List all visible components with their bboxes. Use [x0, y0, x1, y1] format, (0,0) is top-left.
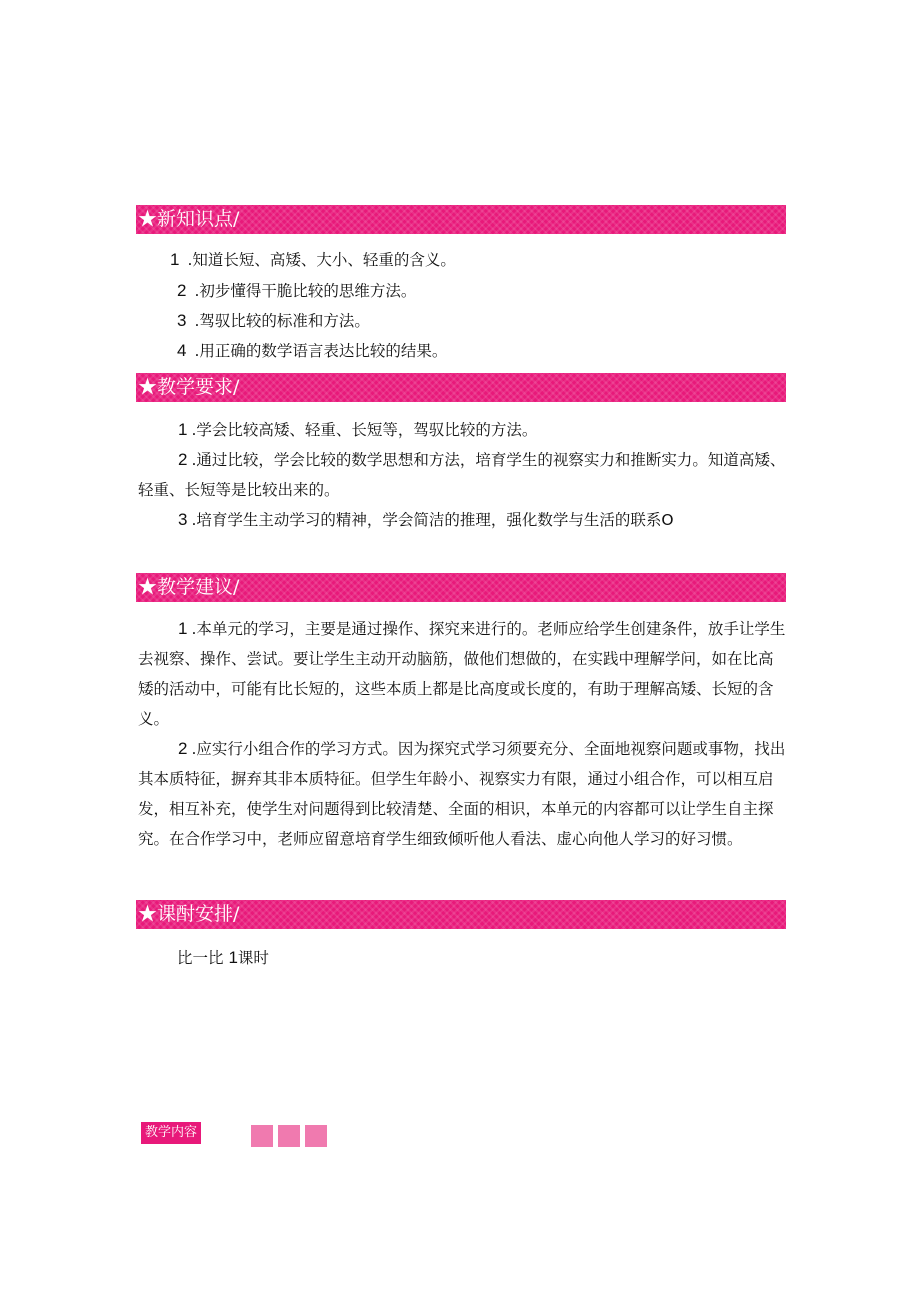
item-text: .用正确的数学语言表达比较的结果。	[194, 342, 448, 360]
item-number: 3	[177, 311, 187, 330]
list-item	[138, 445, 786, 505]
item-text: .应实行小组合作的学习方式。因为探究式学习须要充分、全面地视察问题或事物，找出其本质特征，摒弃其非本质特征。但学生年龄小、视察实力有限，通过小组合作，可以相互启发，相互补充，使学生对问题得到比较清楚、全面的相识，本单元的内容都可以让学生自主探究。在合作学习中，老师应留意培育学生细致倾听他人看法、虚心向他人学习的好习惯。	[138, 740, 786, 848]
section-header-suggestions: ★教学建议/	[136, 573, 786, 602]
schedule-number: 1	[228, 948, 238, 967]
section-header-schedule: ★课酎安排/	[136, 900, 786, 929]
list-item	[177, 306, 370, 336]
section-header-requirements: ★教学要求/	[136, 373, 786, 402]
list-item	[138, 505, 786, 535]
item-number: 2	[177, 281, 187, 300]
item-text: .通过比较，学会比较的数学思想和方法，培育学生的视察实力和推断实力。知道高矮、轻重、长短等是比较出来的。	[138, 451, 786, 499]
list-item	[177, 276, 416, 306]
requirements-body	[138, 415, 786, 535]
item-number: 2	[178, 739, 188, 758]
list-item	[138, 734, 786, 854]
schedule-suffix: 课时	[237, 949, 269, 967]
list-item	[177, 336, 447, 366]
schedule-line	[177, 943, 269, 973]
item-text: .知道长短、高矮、大小、轻重的含义。	[187, 251, 456, 269]
section-header-new-knowledge: ★新知识点/	[136, 205, 786, 234]
item-number: 4	[177, 341, 187, 360]
suggestions-body	[138, 614, 786, 854]
item-text: .培育学生主动学习的精神，学会简洁的推理，强化数学与生活的联系O	[191, 511, 674, 529]
list-item	[170, 245, 456, 275]
decorative-square	[305, 1125, 327, 1147]
list-item	[138, 415, 786, 445]
item-text: .学会比较高矮、轻重、长短等，驾驭比较的方法。	[191, 421, 538, 439]
footer-tag: 教学内容	[141, 1122, 201, 1144]
item-number: 1	[170, 250, 180, 269]
item-text: .初步懂得干脆比较的思维方法。	[194, 282, 417, 300]
list-item	[138, 614, 786, 734]
item-number: 1	[178, 420, 188, 439]
item-number: 2	[178, 450, 188, 469]
decorative-square	[278, 1125, 300, 1147]
item-number: 1	[178, 619, 188, 638]
decorative-square	[251, 1125, 273, 1147]
schedule-prefix: 比一比	[177, 949, 224, 967]
item-text: .驾驭比较的标准和方法。	[194, 312, 370, 330]
item-number: 3	[178, 510, 188, 529]
item-text: .本单元的学习，主要是通过操作、探究来进行的。老师应给学生创建条件，放手让学生去视察、操作、尝试。要让学生主动开动脑筋，做他们想做的，在实践中理解学问，如在比高矮的活动中，可能有比长短的，这些本质上都是比高度或长度的，有助于理解高矮、长短的含义。	[138, 620, 786, 728]
